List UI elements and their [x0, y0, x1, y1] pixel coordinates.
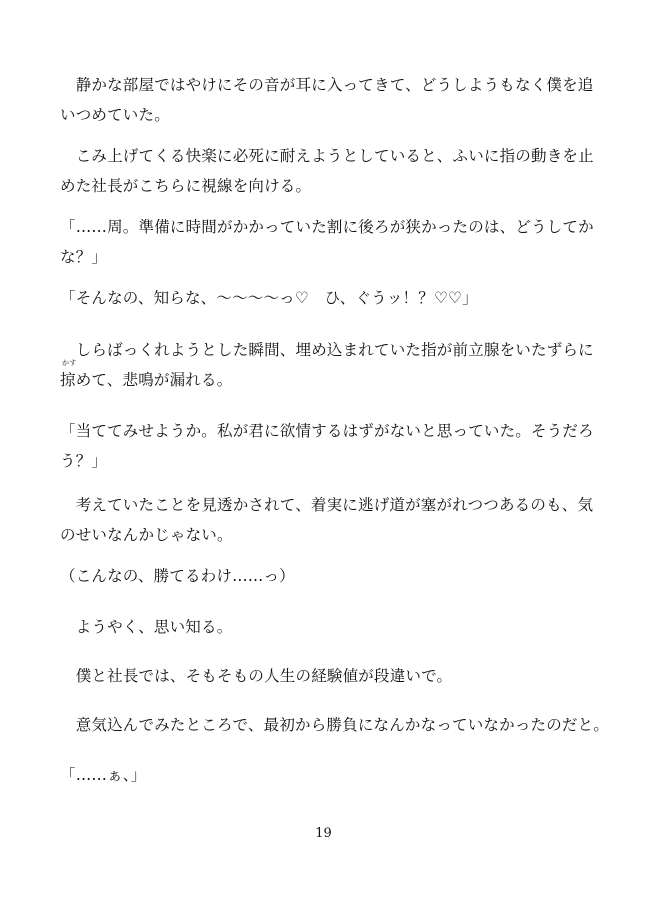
text-line: 意気込んでみたところで、最初から勝負になんかなっていなかったのだと。 [60, 716, 610, 734]
paragraph-3 [60, 212, 600, 272]
paragraph-1 [60, 70, 600, 130]
page-number: 19 [315, 826, 332, 841]
text-line-content: 掠めて、悲鳴が漏れる。 [60, 371, 233, 389]
paragraph-7 [60, 490, 600, 550]
text-line: のせいなんかじゃない。 [60, 526, 233, 544]
text-line: な？」 [60, 248, 108, 266]
text-line: こみ上げてくる快楽に必死に耐えようとしていると、ふいに指の動きを止 [60, 147, 594, 165]
text-line: 「そんなの、知らな、〜〜〜〜っ♡ ひ、ぐうッ！？♡♡」 [60, 289, 478, 307]
text-line: 「……周。準備に時間がかかっていた割に後ろが狭かったのは、どうしてか [60, 218, 594, 236]
text-line: いつめていた。 [60, 106, 170, 124]
paragraph-5 [60, 335, 600, 395]
paragraph-4 [60, 283, 600, 313]
paragraph-8 [60, 561, 600, 591]
paragraph-2 [60, 141, 600, 201]
text-line: ようやく、思い知る。 [60, 618, 233, 636]
paragraph-9 [60, 612, 600, 642]
text-line: めた社長がこちらに視線を向ける。 [60, 177, 312, 195]
text-line: う？」 [60, 452, 108, 470]
text-line: 静かな部屋ではやけにその音が耳に入ってきて、どうしようもなく僕を追 [60, 76, 594, 94]
text-line: 「当ててみせようか。私が君に欲情するはずがないと思っていた。そうだろ [60, 422, 594, 440]
paragraph-10 [60, 661, 600, 691]
text-line [60, 359, 600, 395]
text-line: しらばっくれようとした瞬間、埋め込まれていた指が前立腺をいたずらに [60, 341, 594, 359]
furigana: かす [62, 359, 77, 367]
text-line: （こんなの、勝てるわけ……っ） [60, 567, 295, 585]
paragraph-12 [60, 760, 600, 790]
text-line: 考えていたことを見透かされて、着実に逃げ道が塞がれつつあるのも、気 [60, 496, 594, 514]
text-line: 僕と社長では、そもそもの人生の経験値が段違いで。 [60, 667, 453, 685]
text-line: 「……ぁ、」 [60, 766, 147, 784]
paragraph-11 [60, 710, 610, 740]
paragraph-6 [60, 416, 600, 476]
